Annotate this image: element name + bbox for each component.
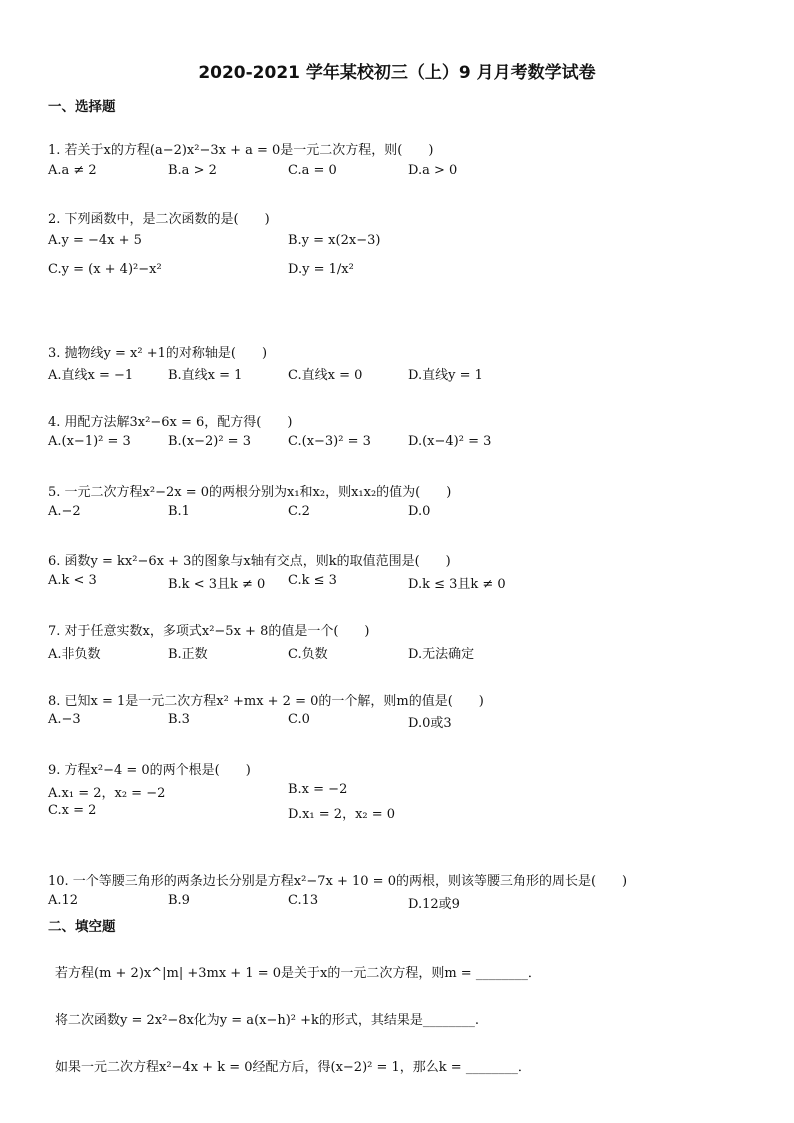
option-b: B.3 [168,712,190,727]
question-1-options [48,163,748,181]
option-c: C.负数 [288,647,328,662]
question-5-options [48,504,748,522]
question-7-stem: 7. 对于任意实数x，多项式x²−5x + 8的值是一个( ) [48,624,370,639]
question-4-options [48,434,748,452]
option-b: B.正数 [168,647,208,662]
option-a: A.(x−1)² = 3 [48,434,131,449]
option-a: A.a ≠ 2 [48,163,97,178]
option-a: A.12 [48,893,79,908]
question-8-stem: 8. 已知x = 1是一元二次方程x² +mx + 2 = 0的一个解，则m的值是( ) [48,694,484,709]
option-d: D.12或9 [408,897,460,912]
section-heading-choice: 一、选择题 [48,99,116,115]
option-c: C.13 [288,893,319,908]
option-a: A.k < 3 [48,573,97,588]
option-b: B.直线x = 1 [168,368,243,383]
option-d: D.(x−4)² = 3 [408,434,492,449]
option-c: C.x = 2 [48,803,97,818]
question-3-stem: 3. 抛物线y = x² +1的对称轴是( ) [48,346,268,361]
option-a: A.−3 [48,712,81,727]
fill-blank-1: 若方程(m + 2)x^|m| +3mx + 1 = 0是关于x的一元二次方程，则m = ________． [55,966,541,981]
option-b: B.a > 2 [168,163,217,178]
question-2-stem: 2. 下列函数中，是二次函数的是( ) [48,212,270,227]
option-c: C.a = 0 [288,163,337,178]
option-d: D.0或3 [408,716,452,731]
option-a: A.y = −4x + 5 [48,233,142,248]
question-6-stem: 6. 函数y = kx²−6x + 3的图象与x轴有交点，则k的取值范围是( ) [48,554,451,569]
option-b: B.(x−2)² = 3 [168,434,251,449]
option-d: D.k ≤ 3且k ≠ 0 [408,577,506,592]
question-9-stem: 9. 方程x²−4 = 0的两个根是( ) [48,763,251,778]
question-7-options [48,643,748,661]
question-8-options [48,712,748,730]
option-d: D.x₁ = 2，x₂ = 0 [288,807,396,822]
question-10-options [48,893,748,911]
option-a: A.x₁ = 2，x₂ = −2 [48,786,166,801]
option-c: C.y = (x + 4)²−x² [48,262,162,277]
option-b: B.9 [168,893,190,908]
question-5-stem: 5. 一元二次方程x²−2x = 0的两根分别为x₁和x₂，则x₁x₂的值为( ) [48,485,452,500]
option-d: D.a > 0 [408,163,458,178]
question-2-options-row1 [48,233,748,251]
option-d: D.无法确定 [408,647,475,662]
question-9-options-row2 [48,803,748,821]
question-9-options-row1 [48,782,748,800]
question-4-stem: 4. 用配方法解3x²−6x = 6，配方得( ) [48,415,293,430]
question-10-stem: 10. 一个等腰三角形的两条边长分别是方程x²−7x + 10 = 0的两根，则该等腰三角形的周长是( ) [48,874,628,889]
option-b: B.x = −2 [288,782,348,797]
option-a: A.非负数 [48,647,101,662]
option-d: D.y = 1/x² [288,262,354,277]
section-heading-fill: 二、填空题 [48,919,116,935]
option-c: C.2 [288,504,310,519]
fill-blank-3: 如果一元二次方程x²−4x + k = 0经配方后，得(x−2)² = 1，那么k = ________． [55,1060,531,1075]
option-c: C.(x−3)² = 3 [288,434,371,449]
question-1-stem: 1. 若关于x的方程(a−2)x²−3x + a = 0是一元二次方程，则( ) [48,143,434,158]
option-b: B.k < 3且k ≠ 0 [168,577,266,592]
option-c: C.直线x = 0 [288,368,363,383]
option-a: A.−2 [48,504,81,519]
question-6-options [48,573,748,591]
question-2-options-row2 [48,262,748,280]
option-d: D.0 [408,504,431,519]
option-b: B.y = x(2x−3) [288,233,381,248]
option-d: D.直线y = 1 [408,368,483,383]
option-a: A.直线x = −1 [48,368,134,383]
question-3-options [48,364,748,382]
option-b: B.1 [168,504,190,519]
page-title: 2020-2021 学年某校初三（上）9 月月考数学试卷 [198,63,596,83]
option-c: C.0 [288,712,310,727]
fill-blank-2: 将二次函数y = 2x²−8x化为y = a(x−h)² +k的形式，其结果是________. [55,1013,480,1028]
option-c: C.k ≤ 3 [288,573,337,588]
